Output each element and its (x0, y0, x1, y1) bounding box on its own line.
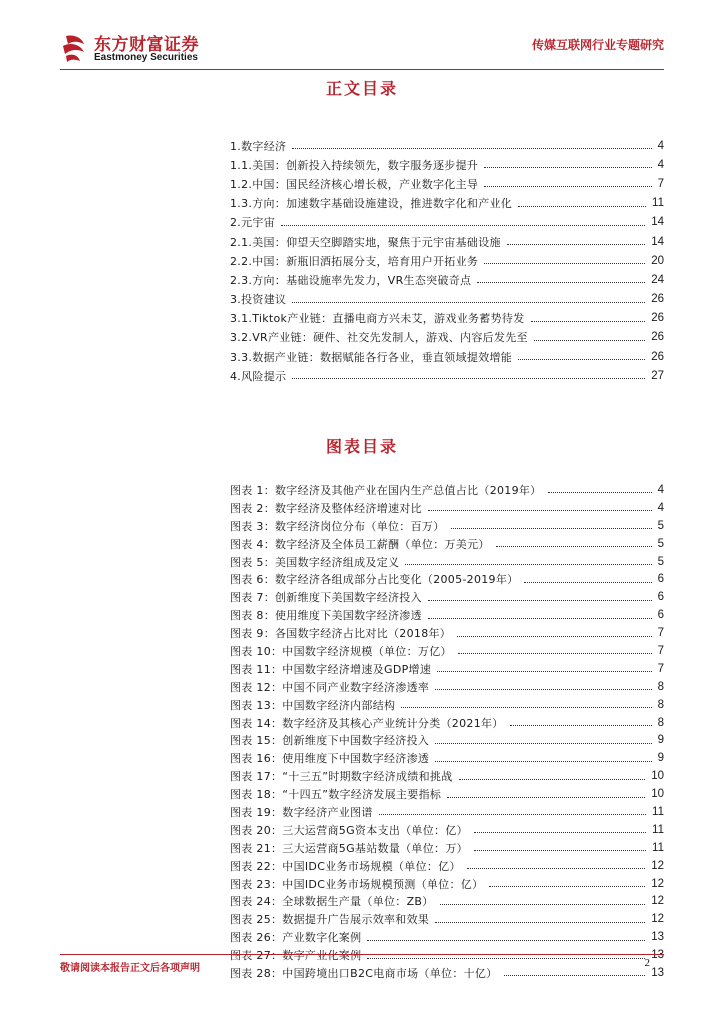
figure-entry-page: 10 (651, 770, 664, 783)
dot-leader (518, 206, 646, 207)
toc-entry-page: 26 (651, 293, 664, 306)
figure-entry-page: 6 (657, 609, 664, 622)
figure-entry[interactable] (230, 731, 664, 749)
page-header (60, 28, 664, 68)
page-number: 2 (644, 957, 650, 969)
toc-entry-page: 20 (651, 254, 664, 267)
logo-english-name: Eastmoney Securities (94, 52, 198, 63)
toc-entry[interactable] (230, 251, 664, 270)
dot-leader (435, 689, 651, 690)
dot-leader (367, 940, 645, 941)
figure-entry[interactable] (230, 946, 664, 964)
dot-leader (474, 850, 646, 851)
figure-entry-page: 5 (657, 555, 664, 568)
toc-entry[interactable] (230, 290, 664, 309)
dot-leader (435, 743, 651, 744)
figure-entry-label: 图表 18：“十四五”数字经济发展主要指标 (230, 788, 442, 802)
figure-entry[interactable] (230, 660, 664, 678)
figure-entry-page: 5 (657, 519, 664, 532)
figure-entry[interactable] (230, 570, 664, 588)
figure-entry-label: 图表 10：中国数字经济规模（单位：万亿） (230, 644, 452, 658)
figure-entry-page: 13 (651, 966, 664, 979)
toc-entry-page: 14 (651, 235, 664, 248)
figure-entry-label: 图表 28：中国跨境出口B2C电商市场（单位：十亿） (230, 966, 498, 980)
logo-chinese-name: 东方财富证券 (94, 35, 199, 55)
figure-entry[interactable] (230, 821, 664, 839)
figure-entry-label: 图表 7：创新维度下美国数字经济投入 (230, 591, 422, 605)
figure-entry[interactable] (230, 749, 664, 767)
figure-entry[interactable] (230, 964, 664, 982)
figure-entry[interactable] (230, 588, 664, 606)
toc-entry[interactable] (230, 232, 664, 251)
header-divider (60, 69, 664, 70)
figure-entry[interactable] (230, 642, 664, 660)
dot-leader (467, 868, 645, 869)
figure-entry-page: 9 (657, 752, 664, 765)
dot-leader (435, 761, 651, 762)
dot-leader (548, 492, 652, 493)
toc-entry[interactable] (230, 155, 664, 174)
toc-entry-label: 2.元宇宙 (230, 216, 275, 230)
figure-entry-label: 图表 2：数字经济及整体经济增速对比 (230, 501, 422, 515)
dot-leader (435, 922, 645, 923)
figure-entry[interactable] (230, 678, 664, 696)
figure-entry-label: 图表 15：创新维度下中国数字经济投入 (230, 734, 430, 748)
figure-entry-label: 图表 25：数据提升广告展示效率和效果 (230, 913, 430, 927)
figure-entry-page: 4 (657, 501, 664, 514)
eastmoney-logo-mark-icon (60, 32, 90, 64)
toc-entry-label: 3.1.Tiktok产业链：直播电商方兴未艾，游戏业务蓄势待发 (230, 312, 525, 326)
dot-leader (292, 378, 645, 379)
figure-entry-page: 11 (652, 823, 664, 836)
dot-leader (437, 671, 651, 672)
figure-entry[interactable] (230, 928, 664, 946)
figure-entry-label: 图表 3：数字经济岗位分布（单位：百万） (230, 519, 445, 533)
figure-entry[interactable] (230, 606, 664, 624)
dot-leader (518, 359, 645, 360)
figure-entry-label: 图表 12：中国不同产业数字经济渗透率 (230, 680, 430, 694)
toc-entry[interactable] (230, 366, 664, 385)
figure-entry-label: 图表 1：数字经济及其他产业在国内生产总值占比（2019年） (230, 483, 542, 497)
figure-entry-page: 9 (657, 734, 664, 747)
toc-entry-label: 1.数字经济 (230, 139, 287, 153)
figure-entry-page: 10 (651, 788, 664, 801)
dot-leader (405, 564, 651, 565)
dot-leader (531, 321, 646, 322)
figure-entry[interactable] (230, 839, 664, 857)
dot-leader (474, 832, 646, 833)
toc-entry-label: 4.风险提示 (230, 369, 287, 383)
figures-list (230, 481, 664, 982)
toc-entry[interactable] (230, 136, 664, 155)
dot-leader (489, 886, 645, 887)
figure-entry-label: 图表 27：数字产业化案例 (230, 949, 362, 963)
dot-leader (292, 302, 645, 303)
figure-entry[interactable] (230, 714, 664, 732)
figure-entry-page: 13 (651, 949, 664, 962)
figure-entry[interactable] (230, 767, 664, 785)
figure-entry[interactable] (230, 535, 664, 553)
figure-entry-page: 11 (652, 805, 664, 818)
dot-leader (484, 186, 651, 187)
toc-entry[interactable] (230, 347, 664, 366)
toc-entry-page: 14 (651, 216, 664, 229)
figure-entry-label: 图表 13：中国数字经济内部结构 (230, 698, 396, 712)
dot-leader (367, 958, 645, 959)
dot-leader (428, 618, 652, 619)
figure-entry[interactable] (230, 481, 664, 499)
figure-entry-page: 12 (651, 859, 664, 872)
toc-entry-page: 26 (651, 350, 664, 363)
dot-leader (440, 904, 646, 905)
figure-entry[interactable] (230, 892, 664, 910)
figure-entry-page: 6 (657, 573, 664, 586)
dot-leader (428, 510, 652, 511)
figure-entry[interactable] (230, 785, 664, 803)
eastmoney-logo (60, 30, 240, 68)
toc-entry[interactable] (230, 328, 664, 347)
figure-entry-page: 8 (657, 698, 664, 711)
figure-entry[interactable] (230, 499, 664, 517)
dot-leader (292, 148, 651, 149)
toc-entry-label: 2.3.方向：基础设施率先发力，VR生态突破奇点 (230, 273, 472, 287)
figure-entry-page: 6 (657, 591, 664, 604)
figure-entry-label: 图表 6：数字经济各组成部分占比变化（2005-2019年） (230, 573, 519, 587)
toc-entry-page: 26 (651, 312, 664, 325)
figure-entry-page: 12 (651, 877, 664, 890)
figure-entry-label: 图表 21：三大运营商5G基站数量（单位：万） (230, 841, 468, 855)
toc-entry-label: 2.2.中国：新瓶旧酒拓展分支，培育用户开拓业务 (230, 254, 479, 268)
dot-leader (524, 582, 651, 583)
dot-leader (458, 653, 652, 654)
dot-leader (496, 546, 652, 547)
toc-entry[interactable] (230, 213, 664, 232)
toc-entry[interactable] (230, 194, 664, 213)
toc-entry-page: 24 (651, 273, 664, 286)
dot-leader (447, 797, 645, 798)
figure-entry-page: 4 (657, 483, 664, 496)
dot-leader (484, 167, 651, 168)
toc-entry-label: 2.1.美国：仰望天空脚踏实地，聚焦于元宇宙基础设施 (230, 235, 501, 249)
figure-entry[interactable] (230, 553, 664, 571)
toc-entry-label: 3.3.数据产业链：数据赋能各行各业，垂直领域提效增能 (230, 350, 513, 364)
dot-leader (379, 814, 646, 815)
footer-divider (60, 954, 664, 955)
toc-entry-page: 4 (657, 139, 664, 152)
footer-disclaimer: 敬请阅读本报告正文后各项声明 (60, 963, 200, 974)
figure-entry-page: 13 (651, 931, 664, 944)
figure-entry-page: 11 (652, 841, 664, 854)
dot-leader (459, 779, 646, 780)
toc-entry-page: 27 (651, 369, 664, 382)
figure-entry-page: 7 (657, 627, 664, 640)
figure-entry-label: 图表 9：各国数字经济占比对比（2018年） (230, 627, 452, 641)
figure-entry-label: 图表 24：全球数据生产量（单位：ZB） (230, 895, 434, 909)
figure-entry[interactable] (230, 875, 664, 893)
figure-entry[interactable] (230, 517, 664, 535)
figure-entry-label: 图表 17：“十三五”时期数字经济成绩和挑战 (230, 770, 453, 784)
report-type-label: 传媒互联网行业专题研究 (531, 38, 664, 52)
dot-leader (504, 975, 646, 976)
figure-entry-label: 图表 16：使用维度下中国数字经济渗透 (230, 752, 430, 766)
toc-entry-label: 3.投资建议 (230, 293, 287, 307)
toc-entry-page: 11 (652, 197, 664, 210)
figure-entry[interactable] (230, 624, 664, 642)
toc-title: 正文目录 (325, 79, 398, 98)
figure-entry-label: 图表 19：数字经济产业图谱 (230, 805, 373, 819)
dot-leader (477, 282, 645, 283)
dot-leader (281, 225, 645, 226)
figure-entry-page: 12 (651, 913, 664, 926)
toc-entry-page: 26 (651, 331, 664, 344)
figure-entry[interactable] (230, 857, 664, 875)
toc-entry[interactable] (230, 174, 664, 193)
figure-entry-page: 7 (657, 644, 664, 657)
figure-entry[interactable] (230, 696, 664, 714)
figure-entry-label: 图表 8：使用维度下美国数字经济渗透 (230, 609, 422, 623)
figure-entry-label: 图表 22：中国IDC业务市场规模（单位：亿） (230, 859, 461, 873)
toc-list (230, 136, 664, 385)
toc-entry-label: 1.1.美国：创新投入持续领先，数字服务逐步提升 (230, 158, 479, 172)
toc-entry-page: 4 (657, 158, 664, 171)
dot-leader (484, 263, 645, 264)
figure-entry[interactable] (230, 803, 664, 821)
figure-entry-label: 图表 14：数字经济及其核心产业统计分类（2021年） (230, 716, 504, 730)
toc-entry-label: 3.2.VR产业链：硬件、社交先发制人，游戏、内容后发先至 (230, 331, 528, 345)
toc-entry-label: 1.3.方向：加速数字基础设施建设，推进数字化和产业化 (230, 197, 513, 211)
toc-entry[interactable] (230, 270, 664, 289)
toc-entry-page: 7 (657, 177, 664, 190)
figure-entry-page: 7 (657, 662, 664, 675)
figure-entry-page: 8 (657, 680, 664, 693)
figure-entry-label: 图表 26：产业数字化案例 (230, 931, 362, 945)
dot-leader (401, 707, 651, 708)
figures-title: 图表目录 (325, 437, 398, 456)
dot-leader (428, 600, 652, 601)
figure-entry-label: 图表 11：中国数字经济增速及GDP增速 (230, 662, 432, 676)
figure-entry-page: 12 (651, 895, 664, 908)
figure-entry-label: 图表 5：美国数字经济组成及定义 (230, 555, 400, 569)
dot-leader (510, 725, 652, 726)
toc-entry[interactable] (230, 309, 664, 328)
figure-entry-label: 图表 4：数字经济及全体员工薪酬（单位：万美元） (230, 537, 490, 551)
figure-entry-label: 图表 20：三大运营商5G资本支出（单位：亿） (230, 823, 468, 837)
figure-entry[interactable] (230, 910, 664, 928)
dot-leader (507, 244, 645, 245)
figure-entry-page: 5 (657, 537, 664, 550)
dot-leader (451, 528, 652, 529)
toc-entry-label: 1.2.中国：国民经济核心增长极，产业数字化主导 (230, 177, 479, 191)
dot-leader (457, 636, 652, 637)
figure-entry-page: 8 (657, 716, 664, 729)
dot-leader (534, 340, 645, 341)
figure-entry-label: 图表 23：中国IDC业务市场规模预测（单位：亿） (230, 877, 484, 891)
